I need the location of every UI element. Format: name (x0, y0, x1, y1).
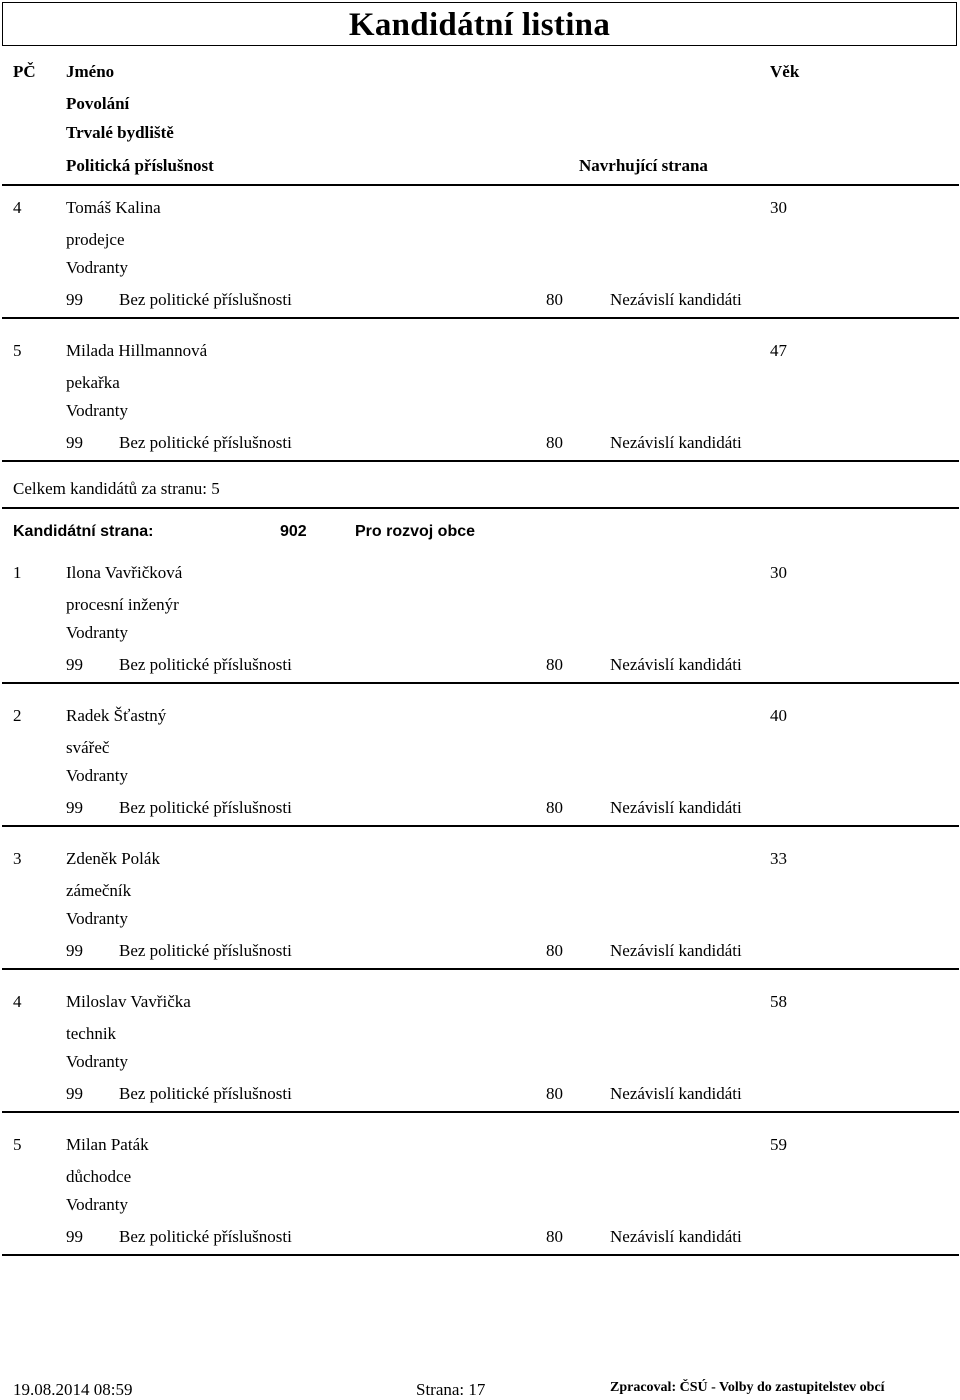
candidate-party-name: Bez politické příslušnosti (119, 1227, 292, 1246)
header-proposer: Navrhující strana (579, 156, 708, 175)
candidate-proposer-name: Nezávislí kandidáti (610, 798, 742, 817)
candidate-residence: Vodranty (66, 766, 129, 785)
candidate-proposer-name: Nezávislí kandidáti (610, 1227, 742, 1246)
candidate-party-name: Bez politické příslušnosti (119, 433, 292, 452)
candidate-occupation: zámečník (66, 881, 132, 900)
candidate-proposer-name: Nezávislí kandidáti (610, 1084, 742, 1103)
candidate-proposer-name: Nezávislí kandidáti (610, 941, 742, 960)
row-divider (2, 460, 959, 462)
candidate-party-code: 99 (66, 1227, 83, 1246)
candidate-party-code: 99 (66, 798, 83, 817)
candidate-occupation: svářeč (66, 738, 110, 757)
candidate-name: Ilona Vavřičková (66, 563, 183, 582)
header-age: Věk (770, 62, 800, 81)
candidate-occupation: prodejce (66, 230, 125, 249)
candidate-occupation: důchodce (66, 1167, 132, 1186)
header-divider (2, 184, 959, 186)
candidate-age: 58 (770, 992, 787, 1011)
candidate-proposer-code: 80 (546, 290, 563, 309)
candidate-occupation: technik (66, 1024, 117, 1043)
candidate-pc: 4 (13, 198, 22, 217)
candidate-name: Radek Šťastný (66, 706, 167, 725)
candidate-pc: 2 (13, 706, 22, 725)
candidate-residence: Vodranty (66, 1195, 129, 1214)
party-label: Kandidátní strana: (13, 523, 154, 540)
candidate-name: Milada Hillmannová (66, 341, 208, 360)
row-divider (2, 317, 959, 319)
candidate-party-code: 99 (66, 655, 83, 674)
title-box (2, 2, 957, 46)
row-divider (2, 968, 959, 970)
row-divider (2, 682, 959, 684)
candidate-age: 30 (770, 563, 787, 582)
header-pc: PČ (13, 62, 36, 81)
footer-date: 19.08.2014 08:59 (13, 1380, 133, 1399)
party-name: Pro rozvoj obce (355, 523, 476, 540)
candidate-residence: Vodranty (66, 623, 129, 642)
candidate-pc: 3 (13, 849, 22, 868)
candidate-party-code: 99 (66, 433, 83, 452)
candidate-party-code: 99 (66, 290, 83, 309)
candidate-proposer-name: Nezávislí kandidáti (610, 655, 742, 674)
candidate-name: Zdeněk Polák (66, 849, 160, 868)
candidate-pc: 1 (13, 563, 22, 582)
candidate-party-name: Bez politické příslušnosti (119, 798, 292, 817)
candidate-pc: 5 (13, 1135, 22, 1154)
candidate-residence: Vodranty (66, 909, 129, 928)
candidate-pc: 4 (13, 992, 22, 1011)
candidate-name: Miloslav Vavřička (66, 992, 191, 1011)
header-residence: Trvalé bydliště (66, 123, 174, 142)
page-title: Kandidátní listina (348, 7, 611, 43)
candidate-proposer-code: 80 (546, 433, 563, 452)
candidate-age: 40 (770, 706, 787, 725)
header-occupation: Povolání (66, 94, 130, 113)
candidate-proposer-code: 80 (546, 941, 563, 960)
candidate-party-name: Bez politické příslušnosti (119, 655, 292, 674)
candidate-occupation: procesní inženýr (66, 595, 179, 614)
footer-source: Zpracoval: ČSÚ - Volby do zastupitelstev obcí (610, 1380, 885, 1395)
candidate-residence: Vodranty (66, 1052, 129, 1071)
candidate-name: Milan Paták (66, 1135, 149, 1154)
candidate-proposer-code: 80 (546, 1084, 563, 1103)
row-divider (2, 1111, 959, 1113)
candidate-proposer-code: 80 (546, 655, 563, 674)
candidate-party-code: 99 (66, 941, 83, 960)
candidate-age: 30 (770, 198, 787, 217)
candidate-age: 47 (770, 341, 787, 360)
candidate-proposer-name: Nezávislí kandidáti (610, 433, 742, 452)
header-party: Politická příslušnost (66, 156, 214, 175)
party-number: 902 (280, 523, 307, 540)
candidate-age: 33 (770, 849, 787, 868)
candidate-party-name: Bez politické příslušnosti (119, 290, 292, 309)
candidate-residence: Vodranty (66, 258, 129, 277)
row-divider (2, 825, 959, 827)
candidate-pc: 5 (13, 341, 22, 360)
candidate-party-code: 99 (66, 1084, 83, 1103)
candidate-party-name: Bez politické příslušnosti (119, 1084, 292, 1103)
total-divider (2, 507, 959, 509)
candidate-proposer-code: 80 (546, 1227, 563, 1246)
candidate-proposer-code: 80 (546, 798, 563, 817)
candidate-name: Tomáš Kalina (66, 198, 161, 217)
candidate-residence: Vodranty (66, 401, 129, 420)
row-divider (2, 1254, 959, 1256)
footer-page: Strana: 17 (416, 1380, 486, 1399)
total-candidates: Celkem kandidátů za stranu: 5 (13, 479, 220, 498)
candidate-party-name: Bez politické příslušnosti (119, 941, 292, 960)
candidate-proposer-name: Nezávislí kandidáti (610, 290, 742, 309)
header-name: Jméno (66, 62, 115, 81)
candidate-occupation: pekařka (66, 373, 120, 392)
candidate-age: 59 (770, 1135, 787, 1154)
